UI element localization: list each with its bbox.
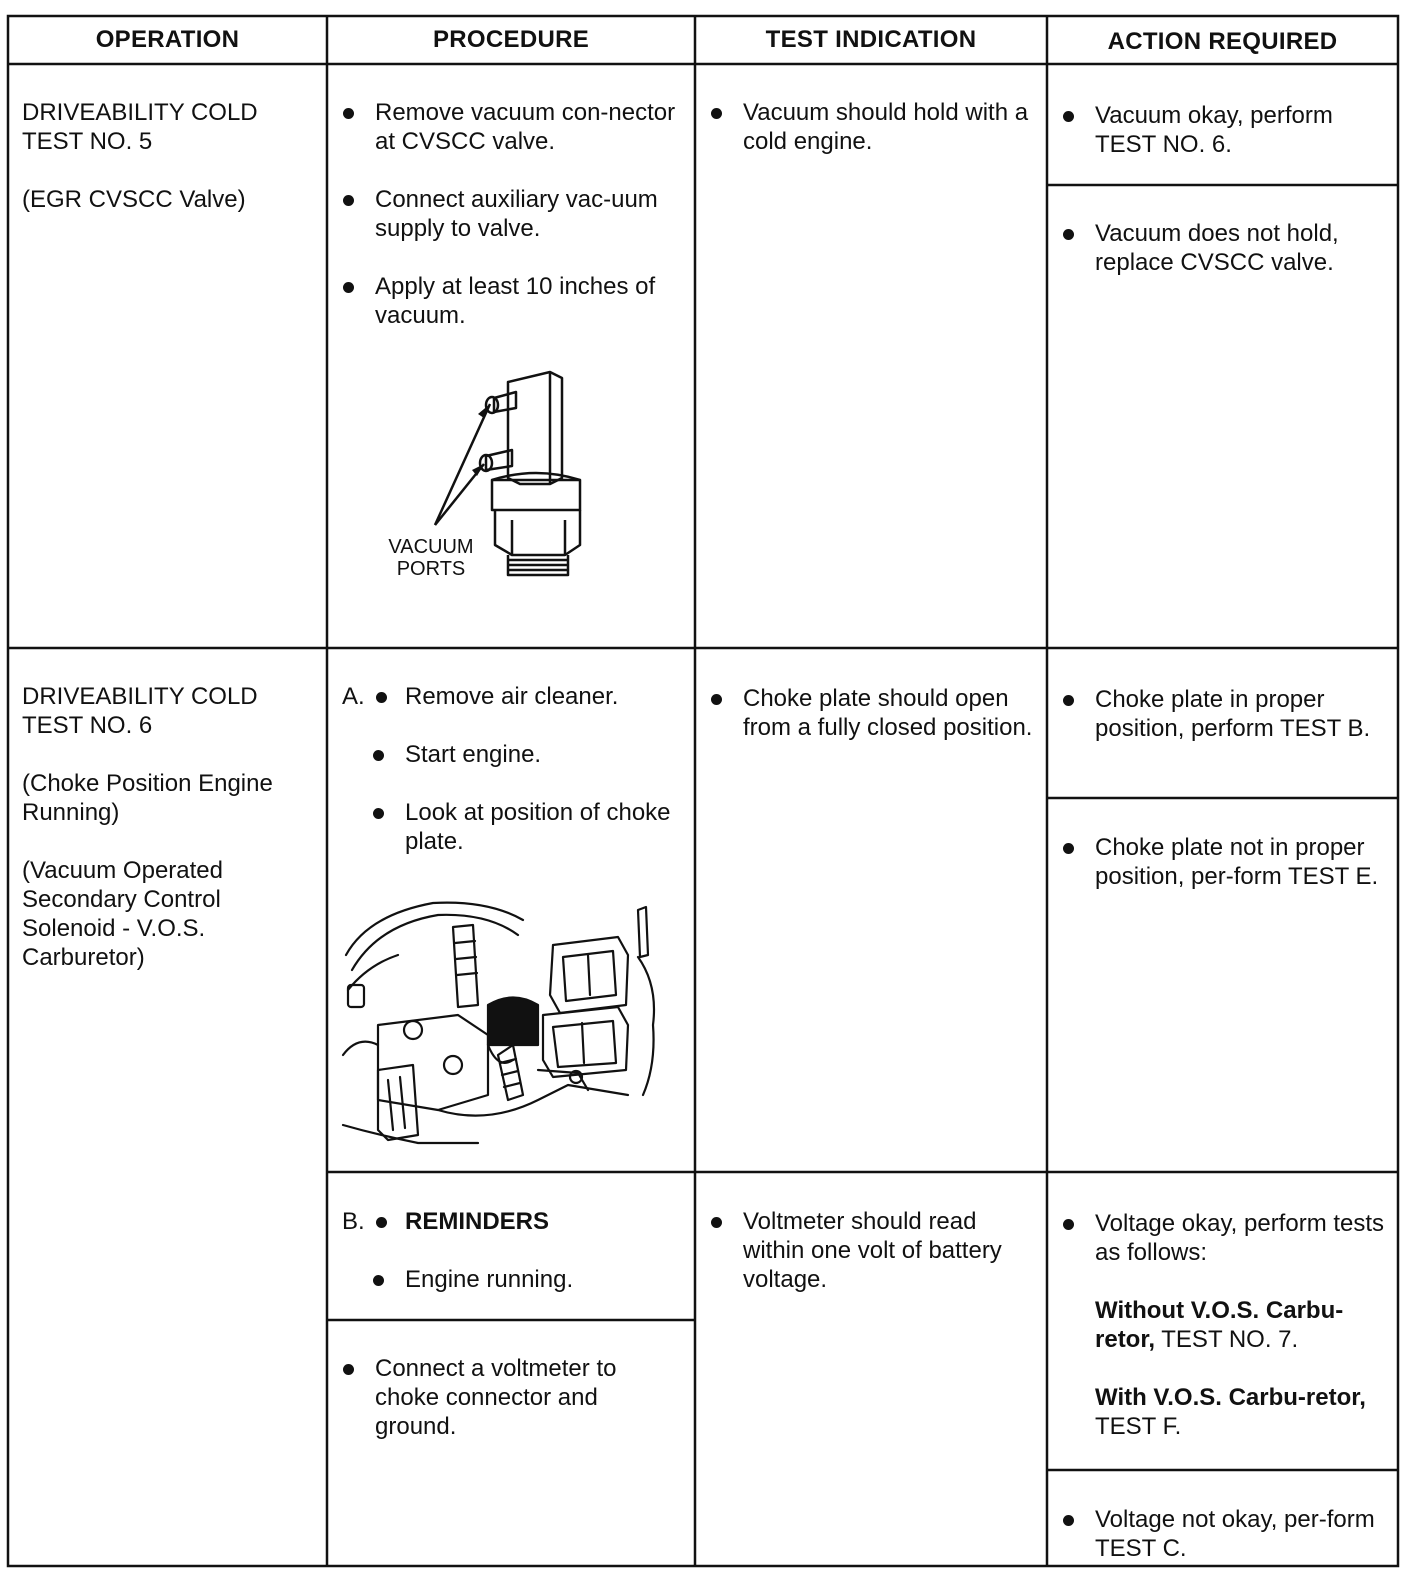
bullet-icon <box>711 108 722 119</box>
test6b-action-fail-text: Voltage not okay, per-form TEST C. <box>1095 1506 1375 1562</box>
test6b-reminder-item <box>327 1265 677 1294</box>
test6a-procedure-step-text: Look at position of choke plate. <box>405 799 671 855</box>
test5-action-fail-item <box>1047 219 1387 277</box>
test5-procedure-step-text: Connect auxiliary vac-uum supply to valve. <box>375 186 658 242</box>
test6b-reminders-cell <box>327 1207 677 1323</box>
test6-operation-cell <box>22 682 318 972</box>
step-letter-b: B. <box>342 1208 365 1235</box>
with-vos-bold: With V.O.S. Carbu-retor, <box>1095 1384 1366 1411</box>
test6a-action-ok-cell <box>1047 685 1387 772</box>
header-procedure: PROCEDURE <box>432 26 590 53</box>
test6a-action-fail-item <box>1047 833 1387 891</box>
test6b-with-vos-note <box>1047 1383 1387 1441</box>
test6a-procedure-cell <box>327 682 677 885</box>
header-action-required: ACTION REQUIRED <box>1107 28 1338 55</box>
test6a-action-fail-cell <box>1047 833 1387 920</box>
test5-action-ok-item <box>1047 101 1387 159</box>
bullet-icon <box>343 108 354 119</box>
bullet-icon <box>373 750 384 761</box>
bullet-icon <box>1063 1515 1074 1526</box>
test5-procedure-cell <box>327 98 677 359</box>
test6b-action-fail-item <box>1047 1505 1387 1563</box>
test6b-procedure-cell <box>327 1354 677 1470</box>
test6a-procedure-step-text: Remove air cleaner. <box>405 683 619 710</box>
test5-procedure-step-text: Remove vacuum con-nector at CVSCC valve. <box>375 99 676 155</box>
test6b-procedure-step <box>327 1354 677 1441</box>
test5-operation-line1: DRIVEABILITY COLD <box>22 99 258 126</box>
step-letter-a: A. <box>342 683 365 710</box>
test5-procedure-step <box>327 185 677 243</box>
test6b-indication-text: Voltmeter should read within one volt of battery voltage. <box>743 1208 1002 1293</box>
test5-action-fail-text: Vacuum does not hold, replace CVSCC valve. <box>1095 220 1339 276</box>
test6-operation-sub1: (Choke Position Engine Running) <box>22 770 273 826</box>
test6-operation-line1: DRIVEABILITY COLD <box>22 683 258 710</box>
header-operation: OPERATION <box>95 26 240 53</box>
bullet-icon <box>1063 111 1074 122</box>
test6b-action-ok-cell <box>1047 1209 1387 1470</box>
test6a-indication-cell <box>695 684 1035 771</box>
test5-action-ok-text: Vacuum okay, perform TEST NO. 6. <box>1095 102 1333 158</box>
bullet-icon <box>373 808 384 819</box>
test6a-indication-item <box>695 684 1035 742</box>
bullet-icon <box>711 1217 722 1228</box>
bullet-icon <box>1063 843 1074 854</box>
bullet-icon <box>1063 1219 1074 1230</box>
test6b-reminders-heading <box>327 1207 677 1236</box>
header-test-indication: TEST INDICATION <box>765 26 977 53</box>
test5-indication-text: Vacuum should hold with a cold engine. <box>743 99 1029 155</box>
bullet-icon <box>343 195 354 206</box>
test6b-reminder-text: Engine running. <box>405 1266 574 1293</box>
test6b-indication-cell <box>695 1207 1035 1323</box>
test5-procedure-step <box>327 272 677 330</box>
bullet-icon <box>376 692 387 703</box>
test5-indication-cell <box>695 98 1035 185</box>
carburetor-illustration <box>338 895 663 1145</box>
bullet-icon <box>343 282 354 293</box>
test5-operation-sub: (EGR CVSCC Valve) <box>22 186 246 213</box>
reminders-heading-text: REMINDERS <box>405 1208 550 1235</box>
without-vos-rest: TEST NO. 7. <box>1155 1326 1299 1353</box>
test5-procedure-step <box>327 98 677 156</box>
test6a-action-ok-text: Choke plate in proper position, perform TEST B. <box>1095 686 1371 742</box>
bullet-icon <box>1063 229 1074 240</box>
test6b-action-ok-item <box>1047 1209 1387 1267</box>
test5-indication-item <box>695 98 1035 156</box>
test6-operation-line2: TEST NO. 6 <box>22 712 153 739</box>
test5-procedure-step-text: Apply at least 10 inches of vacuum. <box>375 273 656 329</box>
test5-operation-cell <box>22 98 318 214</box>
test5-action-ok-cell <box>1047 101 1387 188</box>
test6b-procedure-step-text: Connect a voltmeter to choke connector and ground. <box>375 1355 617 1440</box>
test6a-procedure-step <box>327 682 677 711</box>
test6a-procedure-step-text: Start engine. <box>405 741 542 768</box>
test6a-indication-text: Choke plate should open from a fully closed position. <box>743 685 1033 741</box>
test6a-procedure-step <box>327 740 677 769</box>
test5-action-fail-cell <box>1047 219 1387 306</box>
with-vos-rest: TEST F. <box>1095 1413 1182 1440</box>
bullet-icon <box>711 694 722 705</box>
test6b-indication-item <box>695 1207 1035 1294</box>
bullet-icon <box>1063 695 1074 706</box>
bullet-icon <box>343 1364 354 1375</box>
vacuum-ports-label-line1: VACUUM <box>388 536 474 558</box>
bullet-icon <box>376 1217 387 1228</box>
test6a-procedure-step <box>327 798 677 856</box>
vacuum-ports-label <box>376 536 486 580</box>
without-vos-bold: Without V.O.S. Carbu-retor, <box>1095 1297 1344 1353</box>
test5-operation-line2: TEST NO. 5 <box>22 128 153 155</box>
test6b-action-ok-text: Voltage okay, perform tests as follows: <box>1095 1210 1385 1266</box>
test6a-action-ok-item <box>1047 685 1387 743</box>
test6b-action-fail-cell <box>1047 1505 1387 1592</box>
test6a-action-fail-text: Choke plate not in proper position, per-form TEST E. <box>1095 834 1379 890</box>
test6b-without-vos-note <box>1047 1296 1387 1354</box>
bullet-icon <box>373 1275 384 1286</box>
test6-operation-sub2: (Vacuum Operated Secondary Control Solenoid - V.O.S. Carburetor) <box>22 857 223 971</box>
vacuum-ports-label-line2: PORTS <box>396 558 466 580</box>
